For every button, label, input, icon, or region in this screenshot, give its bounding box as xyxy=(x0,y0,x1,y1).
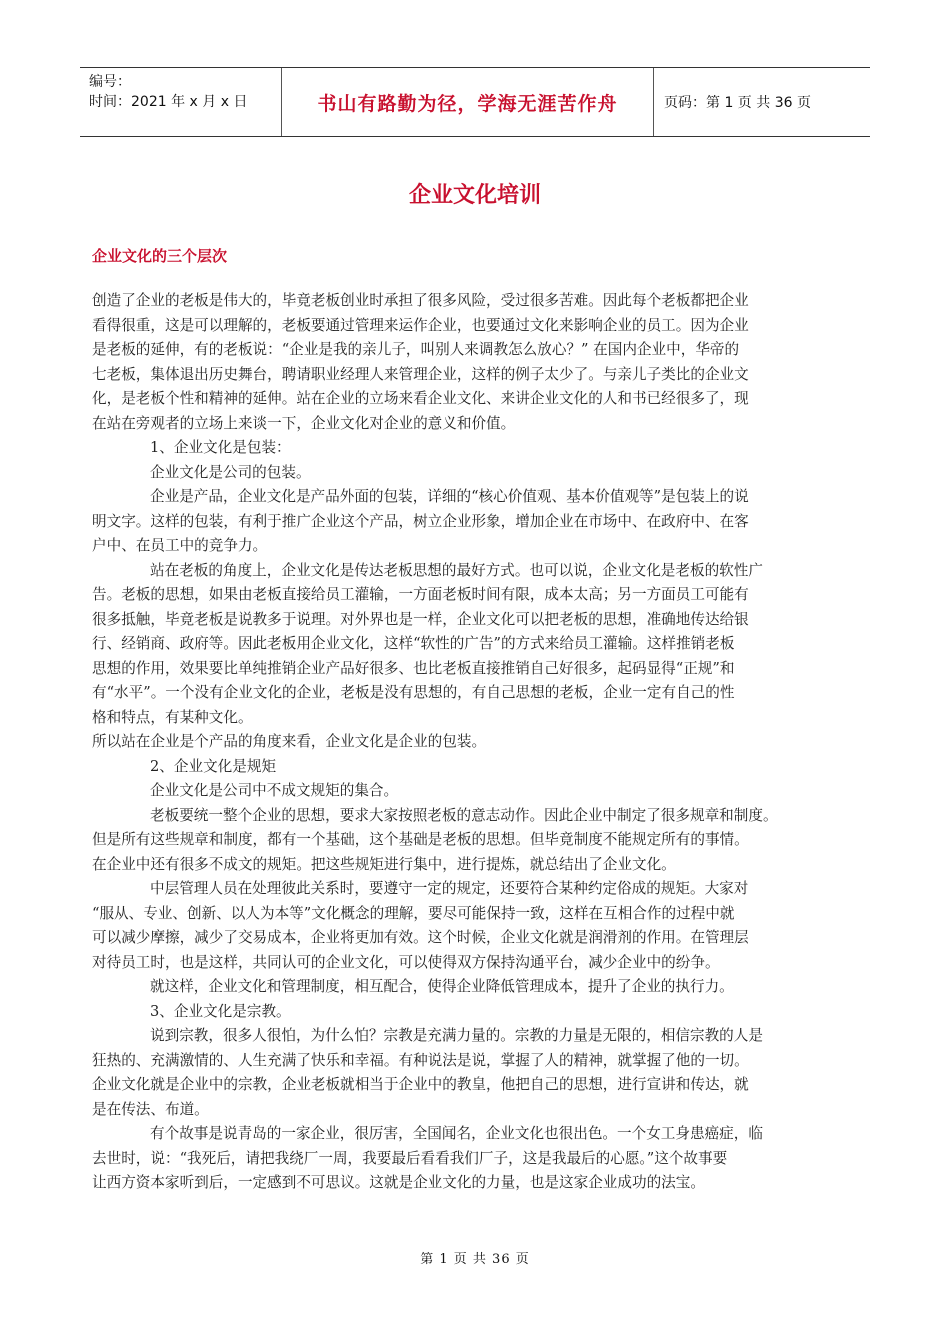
body-line: 3、企业文化是宗教。 xyxy=(150,1002,291,1020)
body-line: 告。老板的思想，如果由老板直接给员工灌输，一方面老板时间有限，成本太高；另一方面员工可能有 xyxy=(92,586,749,603)
body-line: 但是所有这些规章和制度，都有一个基础，这个基础是老板的思想。但毕竟制度不能规定所有的事情。 xyxy=(92,831,749,848)
body-line: 2、企业文化是规矩 xyxy=(150,757,277,775)
body-line: 是在传法、布道。 xyxy=(92,1100,209,1118)
header-meta-cell xyxy=(80,68,282,136)
body-text xyxy=(92,289,856,1196)
body-line: 站在老板的角度上，企业文化是传达老板思想的最好方式。也可以说，企业文化是老板的软性广 xyxy=(150,561,763,579)
body-line: 在站在旁观者的立场上来谈一下，企业文化对企业的意义和价值。 xyxy=(92,414,516,432)
body-line: 企业文化就是企业中的宗教，企业老板就相当于企业中的教皇，他把自己的思想，进行宣讲和传达，就 xyxy=(92,1076,749,1093)
body-line: 有个故事是说青岛的一家企业，很厉害，全国闻名，企业文化也很出色。一个女工身患癌症，临 xyxy=(150,1125,763,1142)
body-line: 在企业中还有很多不成文的规矩。把这些规矩进行集中，进行提炼，就总结出了企业文化。 xyxy=(92,855,676,873)
body-line: 狂热的、充满激情的、人生充满了快乐和幸福。有种说法是说，掌握了人的精神，就掌握了他的一切。 xyxy=(92,1051,749,1069)
body-line: 去世时，说：“我死后，请把我绕厂一周，我要最后看看我们厂子，这是我最后的心愿。”这个故事要 xyxy=(92,1149,728,1167)
body-line: 格和特点，有某种文化。 xyxy=(92,708,253,726)
body-line: 企业文化是公司中不成文规矩的集合。 xyxy=(150,782,399,799)
body-line: 老板要统一整个企业的思想，要求大家按照老板的意志动作。因此企业中制定了很多规章和制度。 xyxy=(150,806,778,824)
body-line: 企业文化是公司的包装。 xyxy=(150,463,311,481)
body-line: 创造了企业的老板是伟大的，毕竟老板创业时承担了很多风险，受过很多苦难。因此每个老板都把企业 xyxy=(92,292,749,309)
document-time-label: 时间：2021 年 x 月 x 日 xyxy=(89,94,248,110)
header-motto: 书山有路勤为径，学海无涯苦作舟 xyxy=(282,68,654,136)
body-line: 很多抵触，毕竟老板是说教多于说理。对外界也是一样，企业文化可以把老板的思想，准确地传达给银 xyxy=(92,610,749,628)
body-line: 明文字。这样的包装，有利于推广企业这个产品，树立企业形象，增加企业在市场中、在政府中、在客 xyxy=(92,512,749,530)
body-line: 有“水平”。一个没有企业文化的企业，老板是没有思想的，有自己思想的老板，企业一定有自己的性 xyxy=(92,684,735,701)
body-line: 化，是老板个性和精神的延伸。站在企业的立场来看企业文化、来讲企业文化的人和书已经很多了，现 xyxy=(92,390,749,407)
body-line: 1、企业文化是包装： xyxy=(150,439,291,456)
body-line: 企业是产品，企业文化是产品外面的包装，详细的“核心价值观、基本价值观等”是包装上的说 xyxy=(150,488,749,505)
section-heading: 企业文化的三个层次 xyxy=(92,247,228,265)
body-line: 所以站在企业是个产品的角度来看，企业文化是企业的包装。 xyxy=(92,733,487,750)
header-table xyxy=(80,67,870,137)
body-line: 说到宗教，很多人很怕，为什么怕？宗教是充满力量的。宗教的力量是无限的，相信宗教的人是 xyxy=(150,1027,763,1044)
header-page-info: 页码：第 1 页 共 36 页 xyxy=(664,95,811,111)
body-line: 就这样，企业文化和管理制度，相互配合，使得企业降低管理成本，提升了企业的执行力。 xyxy=(150,978,734,995)
body-line: “服从、专业、创新、以人为本等”文化概念的理解，要尽可能保持一致，这样在互相合作的过程中就 xyxy=(92,904,735,922)
body-line: 是老板的延伸，有的老板说：“企业是我的亲儿子，叫别人来调教怎么放心？” 在国内企业中，华帝的 xyxy=(92,341,740,358)
body-line: 中层管理人员在处理彼此关系时，要遵守一定的规定，还要符合某种约定俗成的规矩。大家对 xyxy=(150,880,749,897)
document-number-label: 编号： xyxy=(89,74,131,90)
body-line: 思想的作用，效果要比单纯推销企业产品好很多、也比老板直接推销自己好很多，起码显得“正规”和 xyxy=(92,659,735,677)
body-line: 让西方资本家听到后，一定感到不可思议。这就是企业文化的力量，也是这家企业成功的法宝。 xyxy=(92,1174,705,1191)
page-footer: 第 1 页 共 36 页 xyxy=(420,1252,530,1267)
body-line: 户中、在员工中的竞争力。 xyxy=(92,537,268,554)
body-line: 七老板，集体退出历史舞台，聘请职业经理人来管理企业，这样的例子太少了。与亲儿子类比的企业文 xyxy=(92,365,749,383)
body-line: 看得很重，这是可以理解的，老板要通过管理来运作企业，也要通过文化来影响企业的员工。因为企业 xyxy=(92,316,749,334)
document-title: 企业文化培训 xyxy=(408,183,541,208)
body-line: 可以减少摩擦，减少了交易成本，企业将更加有效。这个时候，企业文化就是润滑剂的作用。在管理层 xyxy=(92,929,749,946)
body-line: 行、经销商、政府等。因此老板用企业文化，这样“软性的广告”的方式来给员工灌输。这样推销老板 xyxy=(92,635,735,652)
body-line: 对待员工时，也是这样，共同认可的企业文化，可以使得双方保持沟通平台，减少企业中的纷争。 xyxy=(92,953,720,971)
